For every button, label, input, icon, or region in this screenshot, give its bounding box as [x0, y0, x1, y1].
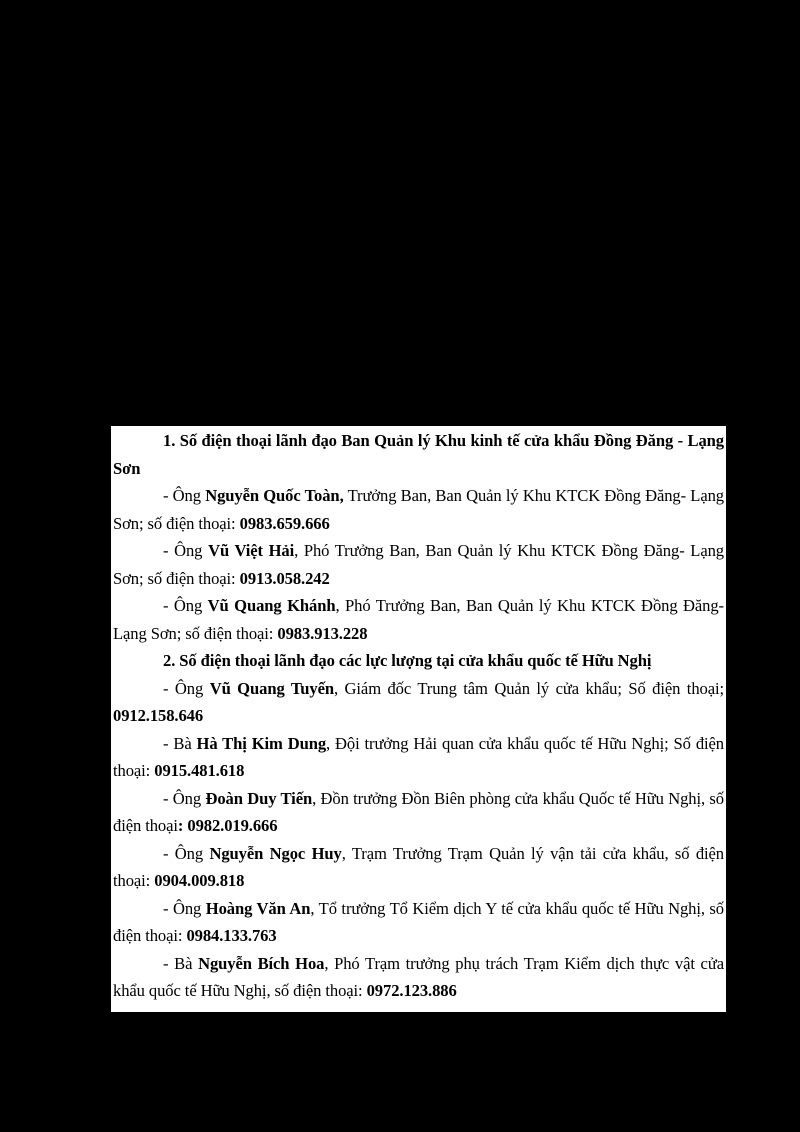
contact-phone: 0913.058.242	[239, 568, 330, 588]
contact-entry	[113, 592, 724, 647]
contact-role: , Phó Trưởng Ban, Ban Quản lý Khu KTCK Đồng Đăng- Lạng Sơn; số điện thoại:	[113, 541, 724, 588]
contact-title: - Ông	[163, 788, 206, 808]
contact-phone: 0904.009.818	[154, 871, 245, 890]
contact-entry	[113, 895, 724, 950]
contact-phone: 0972.123.886	[366, 981, 457, 1000]
contact-title: - Ông	[163, 843, 210, 863]
contact-entry	[113, 840, 724, 895]
contact-role: , Trạm Trưởng Trạm Quản lý vận tải cửa khẩu, số điện thoại:	[113, 843, 724, 890]
contact-role: , Đội trưởng Hải quan cửa khẩu quốc tế Hữu Nghị; Số điện thoại:	[113, 733, 724, 780]
contact-name: Nguyễn Ngọc Huy	[209, 843, 342, 863]
contact-name: Hoàng Văn An	[205, 898, 311, 918]
contact-phone: 0983.913.228	[277, 623, 368, 643]
section-heading-1: 1. Số điện thoại lãnh đạo Ban Quản lý Khu kinh tế cửa khẩu Đồng Đăng - Lạng Sơn	[113, 431, 724, 478]
contact-phone: 0983.659.666	[239, 513, 330, 533]
contact-entry	[113, 537, 724, 592]
contact-role: , Phó Trưởng Ban, Ban Quản lý Khu KTCK Đồng Đăng- Lạng Sơn; số điện thoại:	[113, 596, 724, 643]
contact-title: - Ông	[163, 678, 210, 698]
contact-role: , Phó Trạm trưởng phụ trách Trạm Kiểm dịch thực vật cửa khẩu quốc tế Hữu Nghị, số điện thoại:	[113, 953, 724, 1000]
contact-title: - Bà	[163, 953, 199, 973]
contact-role: Trưởng Ban, Ban Quản lý Khu KTCK Đồng Đăng- Lạng Sơn; số điện thoại:	[113, 486, 724, 533]
contact-entry	[113, 785, 724, 840]
contact-role: , Giám đốc Trung tâm Quản lý cửa khẩu; Số điện thoại;	[334, 678, 724, 698]
contact-role: , Tổ trưởng Tổ Kiểm dịch Y tế cửa khẩu quốc tế Hữu Nghị, số điện thoại:	[113, 898, 724, 945]
contact-title: - Bà	[163, 733, 197, 753]
contact-entry	[113, 730, 724, 785]
contact-name: Hà Thị Kim Dung	[196, 733, 327, 753]
contact-phone: 0984.133.763	[186, 926, 277, 945]
contact-title: - Ông	[163, 898, 206, 918]
contact-entry	[113, 675, 724, 730]
contact-title: - Ông	[163, 486, 206, 505]
contact-title: - Ông	[163, 596, 208, 615]
contact-phone: 0912.158.646	[113, 706, 204, 725]
contact-name: Đoàn Duy Tiến	[205, 788, 313, 808]
section-2-list	[113, 675, 724, 1005]
section-heading-2: 2. Số điện thoại lãnh đạo các lực lượng tại cửa khẩu quốc tế Hữu Nghị	[163, 651, 652, 670]
contact-title: - Ông	[163, 541, 209, 560]
contact-phone: 0915.481.618	[154, 761, 245, 780]
contact-name: Nguyễn Bích Hoa	[198, 953, 325, 973]
section-1-list	[113, 482, 724, 647]
contact-name: Vũ Quang Khánh	[207, 596, 336, 615]
document-page	[111, 426, 726, 1012]
contact-role: , Đồn trưởng Đồn Biên phòng cửa khẩu Quốc tế Hữu Nghị, số điện thoại	[113, 788, 724, 835]
contact-phone: : 0982.019.666	[177, 816, 278, 835]
contact-name: Vũ Việt Hải	[208, 541, 295, 560]
contact-entry	[113, 482, 724, 537]
contact-name: Nguyễn Quốc Toàn,	[205, 486, 344, 505]
contact-name: Vũ Quang Tuyến	[209, 678, 334, 698]
contact-entry	[113, 950, 724, 1005]
